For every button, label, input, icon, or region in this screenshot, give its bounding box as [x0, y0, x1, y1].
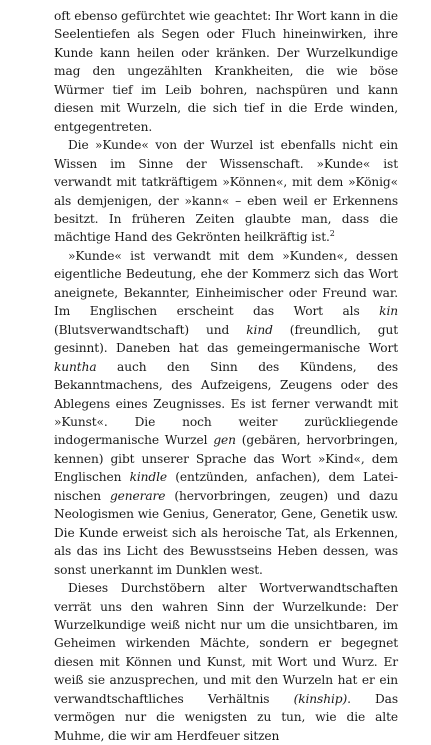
italic-term: gen — [213, 433, 236, 448]
paragraph-2-text: Die »Kunde« von der Wurzel ist ebenfalls nicht ein Wissen im Sinne der Wissenschaft. »Kunde« ist verwandt mit tatkräftigem »Können«, mit dem »König« als demjenigen, der »kann« – eben weil er Erkennens besitzt. In früheren Zeiten glaubte man, dass die mächtige Hand des Gekrönten heilkräftig ist. — [54, 138, 398, 245]
italic-term: kindle — [129, 470, 168, 485]
footnote-reference[interactable]: 2 — [329, 229, 335, 239]
italic-term: (kinship) — [293, 691, 348, 706]
italic-term: kin — [379, 304, 398, 319]
paragraph-4: Dieses Durchstöbern alter Wortverwandtschaften verrät uns den wahren Sinn der Wurzelkunde: Der Wurzelkundige weiß nicht nur um die unsichtbaren, im Geheimen wirkenden Mächte, sondern er begegnet diesen mit Können und Kunst, mit Wort und Wurz. Er weiß sie anzusprechen, und mit den Wurzeln hat er ein verwandtschaftliches Verhältnis (kinship). Das vermögen nur die wenigsten zu tun, wie die alte Muhme, die wir am Herdfeuer sitzen — [54, 581, 398, 743]
paragraph-2 — [54, 136, 398, 247]
body-text — [54, 7, 398, 745]
italic-term: kind — [246, 322, 273, 337]
paragraph-1: oft ebenso gefürchtet wie geachtet: Ihr Wort kann in die Seelentiefen als Segen oder Fluch hineinwirken, ihre Kunde kann heilen oder kränken. Der Wurzelkundige mag den ungezählten Krankheiten, die wie böse Würmer tief im Leib bohren, nachspüren und kann diesen mit Wurzeln, die sich tief in die Erde winden, entgegentreten. — [54, 9, 398, 134]
italic-term: generare — [109, 488, 166, 503]
paragraph-3: »Kunde« ist verwandt mit dem »Kunden«, dessen eigentliche Bedeutung, ehe der Kommerz sich das Wort aneignete, Bekannter, Einheimischer oder Freund war. Im Englischen erscheint das Wort als kin (Blutsverwandtschaft) und kind (freundlich, gut gesinnt). Daneben hat das gemeingermanische Wort kuntha auch den Sinn des Kündens, des Bekanntmachens, des Aufzeigens, Zeugens oder des Ablegens eines Zeugnisses. Es ist ferner verwandt mit »Kunst«. Die noch weiter zurückliegende indogermanische Wurzel gen (gebären, hervorbringen, kennen) gibt unserer Sprache das Wort »Kind«, dem Englischen kindle (entzünden, anfachen), dem Lateinischen generare (hervorbringen, zeugen) und dazu Neologismen wie Genius, Generator, Gene, Genetik usw. Die Kunde erweist sich als heroische Tat, als Erkennen, als das ins Licht des Bewusstseins Heben dessen, was sonst unerkannt im Dunklen west. — [54, 248, 398, 577]
italic-term: kuntha — [54, 359, 97, 374]
